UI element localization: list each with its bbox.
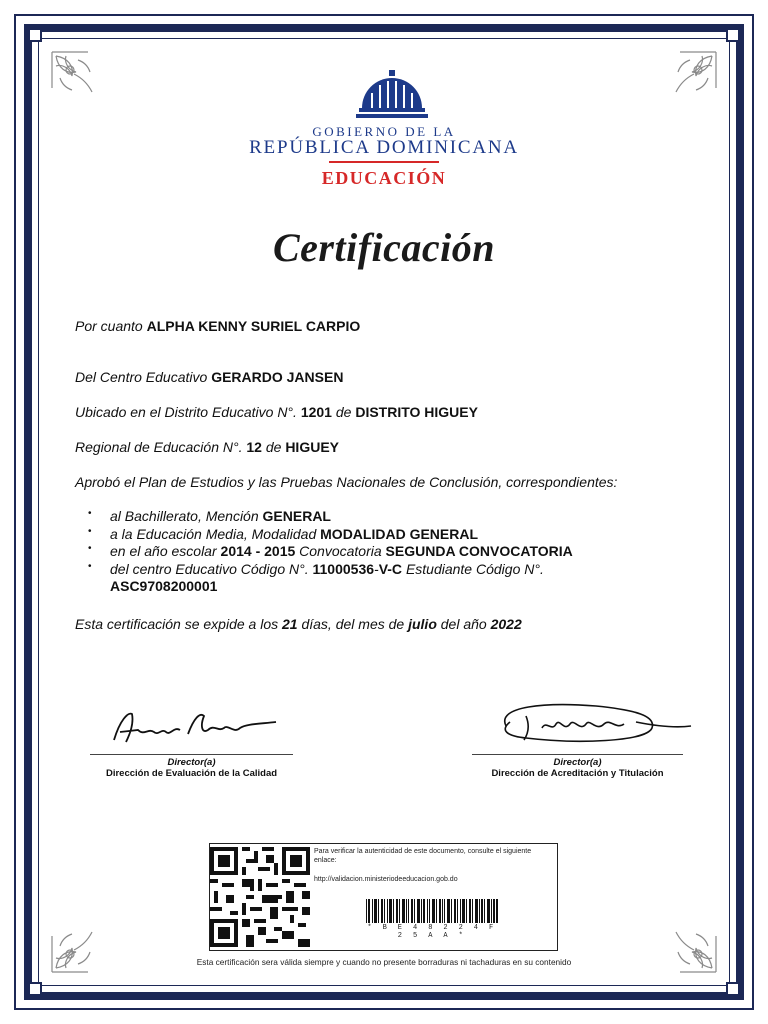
corner-ornament-icon [636, 48, 720, 132]
approval-text: Aprobó el Plan de Estudios y las Pruebas Nacionales de Conclusión, correspondientes: [75, 474, 618, 490]
signature-left [108, 700, 288, 750]
signature-line-left [90, 754, 293, 755]
issued-prefix: Esta certificación se expide a los [75, 616, 279, 632]
school-line [75, 369, 343, 385]
government-line3: EDUCACIÓN [321, 168, 447, 188]
district-number: 1201 [300, 404, 332, 420]
district-connector: de [335, 404, 352, 420]
signature-line-right [472, 754, 683, 755]
convocation-value: SEGUNDA CONVOCATORIA [385, 543, 573, 559]
list-item [88, 526, 573, 544]
bullet-prefix: del centro Educativo Código N°. [110, 560, 309, 577]
district-prefix: Ubicado en el Distrito Educativo N°. [75, 404, 297, 420]
signature-department-right: Dirección de Acreditación y Titulación [491, 768, 664, 779]
dome-icon [356, 68, 428, 120]
district-line [75, 404, 478, 420]
school-name: GERARDO JANSEN [211, 369, 344, 385]
list-item [88, 543, 573, 561]
school-prefix: Del Centro Educativo [75, 369, 208, 385]
footer-note: Esta certificación sera válida siempre y cuando no presente borraduras ni tachaduras en su contenido [196, 957, 572, 967]
frame-corner-bottom-right [726, 982, 740, 996]
list-item [88, 561, 573, 579]
government-line2: REPÚBLICA DOMINICANA [249, 137, 519, 158]
bullet-value: GENERAL [262, 508, 331, 524]
issued-day: 21 [282, 616, 298, 632]
district-name: DISTRITO HIGUEY [355, 404, 478, 420]
bullet-prefix: a la Educación Media, Modalidad [110, 525, 317, 542]
page-title: Certificación [272, 225, 496, 270]
bullet-mid: Convocatoria [299, 543, 382, 559]
verification-text: Para verificar la autenticidad de este documento, consulte el siguiente enlace: [314, 848, 532, 864]
issued-mid1: días, del mes de [301, 616, 405, 632]
student-prefix: Por cuanto [75, 318, 143, 334]
student-name: ALPHA KENNY SURIEL CARPIO [146, 318, 361, 334]
qr-code-icon [210, 844, 310, 950]
signature-department-left: Dirección de Evaluación de la Calidad [105, 768, 278, 779]
government-line1: GOBIERNO DE LA [312, 124, 456, 139]
regional-prefix: Regional de Educación N°. [75, 439, 243, 455]
regional-line [75, 439, 339, 455]
signature-right [486, 696, 696, 752]
header-divider [329, 161, 439, 163]
school-year: 2014 - 2015 [220, 543, 296, 559]
code-dash: - [374, 560, 379, 577]
issued-year: 2022 [490, 616, 522, 632]
bullet-prefix: en el año escolar [110, 543, 217, 559]
issued-line [75, 616, 522, 632]
regional-connector: de [265, 439, 282, 455]
frame-corner-top-right [726, 28, 740, 42]
regional-name: HIGUEY [285, 439, 339, 455]
center-code: 11000536 [312, 560, 375, 577]
barcode-text: * B E 4 8 2 2 4 F 2 5 A A * [367, 924, 497, 940]
student-code: ASC9708200001 [110, 578, 218, 594]
signature-role-right: Director(a) [553, 757, 602, 768]
regional-number: 12 [246, 439, 262, 455]
student-code-label: Estudiante Código N°. [405, 560, 544, 577]
list-item [88, 508, 573, 526]
barcode-icon [366, 899, 498, 923]
bullet-prefix: al Bachillerato, Mención [110, 508, 259, 524]
student-line [75, 318, 360, 334]
issued-mid2: del año [440, 616, 487, 632]
bullet-value: MODALIDAD GENERAL [320, 525, 479, 542]
frame-corner-top-left [28, 28, 42, 42]
frame-corner-bottom-left [28, 982, 42, 996]
approval-line [75, 474, 617, 490]
signature-role-left: Director(a) [167, 757, 216, 768]
issued-month: julio [408, 616, 437, 632]
details-list [88, 508, 573, 595]
corner-ornament-icon [48, 48, 132, 132]
center-code-suffix: V-C [378, 560, 403, 577]
verification-url[interactable]: http://validacion.ministeriodeeducacion.gob.do [314, 876, 458, 883]
